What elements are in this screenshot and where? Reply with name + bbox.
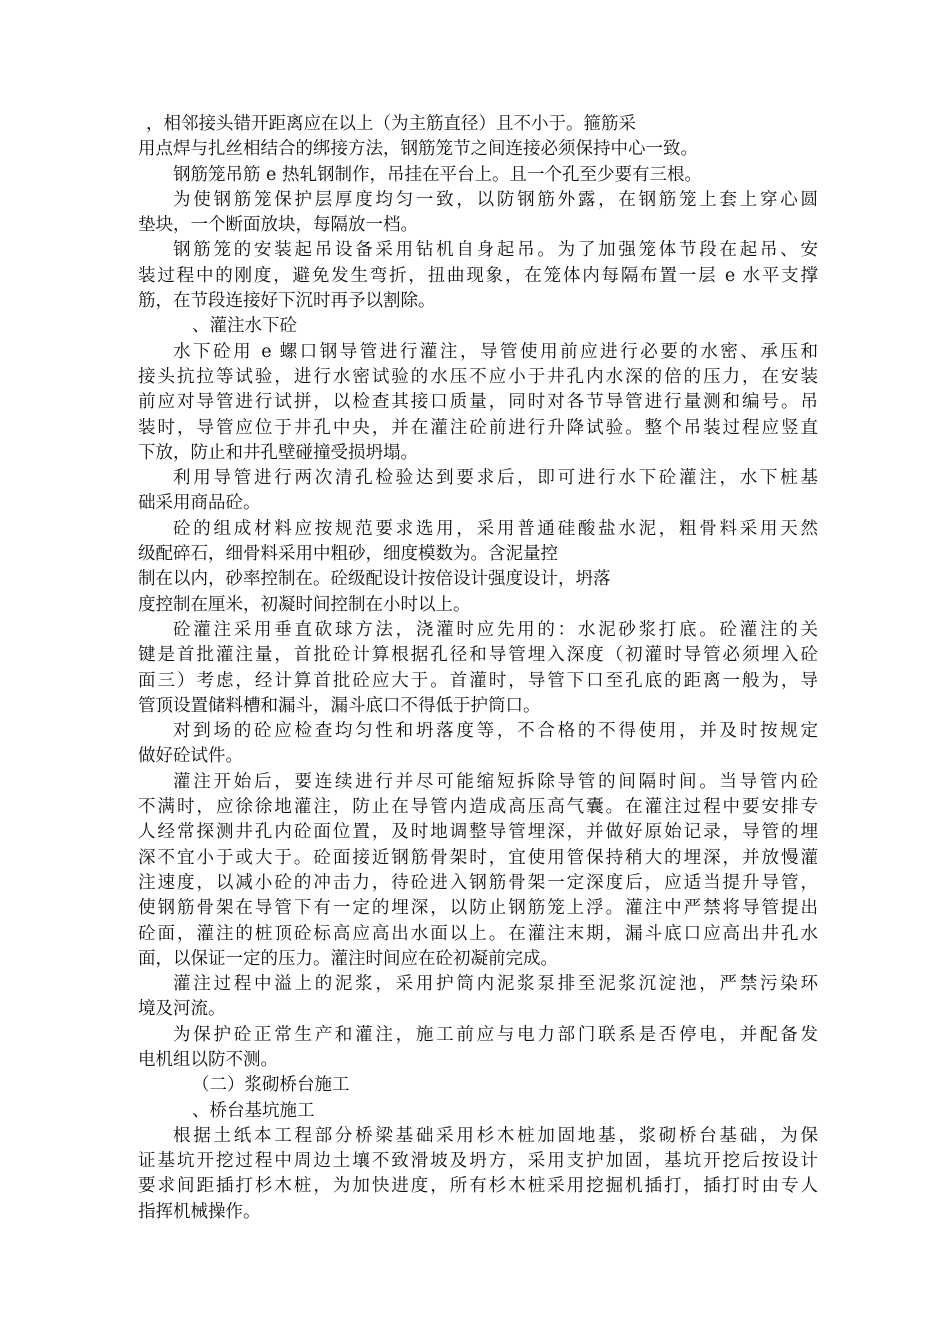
text-line: 筋，在节段连接好下沉时再予以割除。: [138, 291, 436, 312]
text-line: 指挥机械操作。: [138, 1201, 261, 1222]
section-heading: 、桥台基坑施工: [192, 1100, 315, 1121]
text-line: 面三）考虑，经计算首批砼应大于。首灌时，导管下口至孔底的距离一般为，导: [138, 670, 818, 691]
text-line: 管顶设置储料槽和漏斗，漏斗底口不得低于护筒口。: [138, 695, 541, 716]
text-line: 下放，防止和井孔壁碰撞受损坍塌。: [138, 442, 418, 463]
text-line: 人经常探测井孔内砼面位置，及时地调整导管埋深，并做好原始记录，导管的埋: [138, 822, 818, 843]
text-line: 深不宜小于或大于。砼面接近钢筋骨架时，宜使用管保持稍大的埋深，并放慢灌: [138, 847, 818, 868]
text-line: 砼面，灌注的桩顶砼标高应高出水面以上。在灌注末期，漏斗底口应高出井孔水: [138, 923, 818, 944]
text-line: 度控制在厘米，初凝时间控制在小时以上。: [138, 594, 471, 615]
text-line: 使钢筋骨架在导管下有一定的埋深，以防止钢筋笼上浮。灌注中严禁将导管提出: [138, 898, 818, 919]
text-line: 水下砼用 e 螺口钢导管进行灌注，导管使用前应进行必要的水密、承压和: [173, 341, 818, 362]
text-line: 钢筋笼吊筋 e 热轧钢制作，吊挂在平台上。且一个孔至少要有三根。: [173, 164, 702, 185]
text-line: 电机组以防不测。: [138, 1049, 278, 1070]
text-line: 面，以保证一定的压力。灌注时间应在砼初凝前完成。: [138, 948, 558, 969]
section-heading: 、灌注水下砼: [192, 316, 297, 337]
text-line: 砼灌注采用垂直砍球方法，浇灌时应先用的：水泥砂浆打底。砼灌注的关: [173, 619, 818, 640]
text-line: 装过程中的刚度，避免发生弯折，扭曲现象，在笼体内每隔布置一层 e 水平支撑: [138, 265, 818, 286]
text-line: 对到场的砼应检查均匀性和坍落度等，不合格的不得使用，并及时按规定: [173, 721, 818, 742]
text-line: 注速度，以减小砼的冲击力，待砼进入钢筋骨架一定深度后，应适当提升导管，: [138, 872, 818, 893]
text-line: 利用导管进行两次清孔检验达到要求后，即可进行水下砼灌注，水下桩基: [173, 468, 818, 489]
text-line: 境及河流。: [138, 999, 226, 1020]
text-line: 垫块，一个断面放块，每隔放一档。: [138, 215, 418, 236]
text-line: 前应对导管进行试拼，以检查其接口质量，同时对各节导管进行量测和编号。吊: [138, 392, 818, 413]
text-line: ，相邻接头错开距离应在以上（为主筋直径）且不小于。箍筋采: [146, 114, 636, 134]
section-heading: （二）浆砌桥台施工: [192, 1075, 350, 1096]
text-line: 础采用商品砼。: [138, 493, 261, 514]
text-line: 做好砼试件。: [138, 746, 243, 767]
text-line: 不满时，应徐徐地灌注，防止在导管内造成高压高气囊。在灌注过程中要安排专: [138, 797, 818, 818]
text-line: 证基坑开挖过程中周边土壤不致滑坡及坍方，采用支护加固，基坑开挖后按设计: [138, 1151, 818, 1172]
text-line: 根据土纸本工程部分桥梁基础采用杉木桩加固地基，浆砌桥台基础，为保: [173, 1125, 818, 1146]
text-line: 接头抗拉等试验，进行水密试验的水压不应小于井孔内水深的倍的压力，在安装: [138, 366, 818, 387]
text-line: 装时，导管应位于井孔中央，并在灌注砼前进行升降试验。整个吊装过程应竖直: [138, 417, 818, 438]
text-line: 砼的组成材料应按规范要求选用，采用普通硅酸盐水泥，粗骨料采用天然: [173, 518, 818, 539]
text-line: 键是首批灌注量，首批砼计算根据孔径和导管埋入深度（初灌时导管必须埋入砼: [138, 645, 818, 666]
text-line: 灌注开始后，要连续进行并尽可能缩短拆除导管的间隔时间。当导管内砼: [173, 771, 818, 792]
text-line: 制在以内，砂率控制在。砼级配设计按倍设计强度设计，坍落: [138, 569, 611, 590]
text-line: 灌注过程中溢上的泥浆，采用护筒内泥浆泵排至泥浆沉淀池，严禁污染环: [173, 974, 818, 995]
text-line: 为使钢筋笼保护层厚度均匀一致，以防钢筋外露，在钢筋笼上套上穿心圆: [173, 189, 818, 210]
text-line: 用点焊与扎丝相结合的绑接方法，钢筋笼节之间连接必须保持中心一致。: [138, 139, 698, 160]
text-line: 钢筋笼的安装起吊设备采用钻机自身起吊。为了加强笼体节段在起吊、安: [173, 240, 818, 261]
text-line: 级配碎石，细骨料采用中粗砂，细度模数为。含泥量控: [138, 544, 558, 565]
document-page: [138, 112, 818, 1225]
text-line: 为保护砼正常生产和灌注，施工前应与电力部门联系是否停电，并配备发: [173, 1024, 818, 1045]
text-line: 要求间距插打杉木桩，为加快进度，所有杉木桩采用挖掘机插打，插打时由专人: [138, 1176, 818, 1197]
